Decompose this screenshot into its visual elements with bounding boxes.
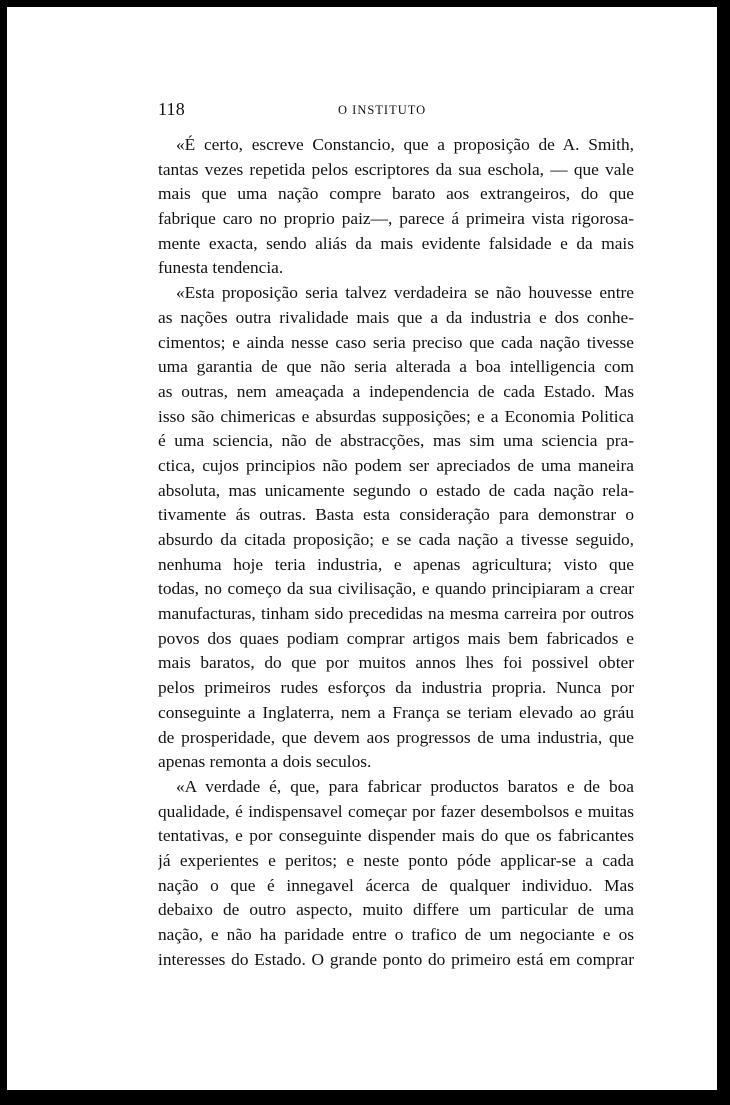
- text-line: «É certo, escreve Constancio, que a proposição de A. Smith,: [176, 135, 634, 154]
- text-line: povos dos quaes podiam comprar artigos mais bem fabricados e: [158, 628, 634, 648]
- text-line: as nações outra rivalidade mais que a da industria e dos conhe-: [158, 307, 634, 327]
- text-line: absurdo da citada proposição; e se cada nação a tivesse seguido,: [158, 530, 634, 549]
- text-line: nação o que é innegavel ácerca de qualquer individuo. Mas: [158, 875, 634, 895]
- text-line: mente exacta, sendo aliás da mais evidente falsidade e da mais: [158, 233, 634, 253]
- text-line: nenhuma hoje teria industria, e apenas agricultura; visto que: [158, 554, 634, 574]
- text-line: manufacturas, tinham sido precedidas na mesma carreira por outros: [158, 604, 634, 624]
- text-line: as outras, nem ameaçada a independencia de cada Estado. Mas: [158, 381, 634, 401]
- text-line: funesta tendencia.: [158, 258, 284, 278]
- text-line: fabrique caro no proprio paiz—, parece á primeira vista rigorosa-: [158, 209, 634, 229]
- text-line: tantas vezes repetida pelos escriptores da sua eschola, — que vale: [158, 159, 634, 179]
- body-text: [158, 133, 634, 972]
- text-line: tivamente ás outras. Basta esta consideração para demonstrar o: [158, 505, 634, 525]
- text-line: interesses do Estado. O grande ponto do primeiro está em comprar: [158, 949, 634, 969]
- text-line: mais que uma nação compre barato aos extrangeiros, do que: [158, 184, 634, 204]
- text-line: conseguinte a Inglaterra, nem a França se teriam elevado ao gráu: [158, 702, 634, 722]
- text-line: absoluta, mas unicamente segundo o estado de cada nação rela-: [158, 480, 634, 500]
- running-head: O INSTITUTO: [338, 103, 427, 117]
- text-line: «Esta proposição seria talvez verdadeira se não houvesse entre: [176, 283, 634, 303]
- text-line: isso são chimericas e absurdas supposições; e a Economia Politica: [158, 406, 634, 426]
- text-line: qualidade, é indispensavel começar por fazer desembolsos e muitas: [158, 801, 634, 821]
- page-number: 118: [158, 99, 185, 119]
- page-header: [158, 98, 635, 122]
- text-line: cimentos; e ainda nesse caso seria preciso que cada nação tivesse: [158, 332, 634, 352]
- text-line: pelos primeiros rudes esforços da industria propria. Nunca por: [158, 678, 634, 698]
- book-page: [7, 7, 717, 1090]
- text-line: «A verdade é, que, para fabricar productos baratos e de boa: [176, 776, 634, 796]
- text-line: mais baratos, do que por muitos annos lhes foi possivel obter: [158, 653, 634, 673]
- text-line: apenas remonta a dois seculos.: [158, 752, 372, 772]
- text-line: já experientes e peritos; e neste ponto póde applicar-se a cada: [158, 850, 634, 870]
- text-line: é uma sciencia, não de abstracções, mas sim uma sciencia pra-: [158, 431, 634, 451]
- text-line: debaixo de outro aspecto, muito differe um particular de uma: [158, 900, 634, 920]
- text-line: nação, e não ha paridade entre o trafico de um negociante e os: [158, 925, 634, 944]
- text-line: de prosperidade, que devem aos progressos de uma industria, que: [158, 727, 634, 747]
- text-line: tentativas, e por conseguinte dispender mais do que os fabricantes: [158, 826, 634, 846]
- text-line: uma garantia de que não seria alterada a boa intelligencia com: [158, 357, 634, 377]
- text-line: ctica, cujos principios não podem ser apreciados de uma maneira: [158, 455, 634, 475]
- text-line: todas, no começo da sua civilisação, e quando principiaram a crear: [158, 579, 634, 599]
